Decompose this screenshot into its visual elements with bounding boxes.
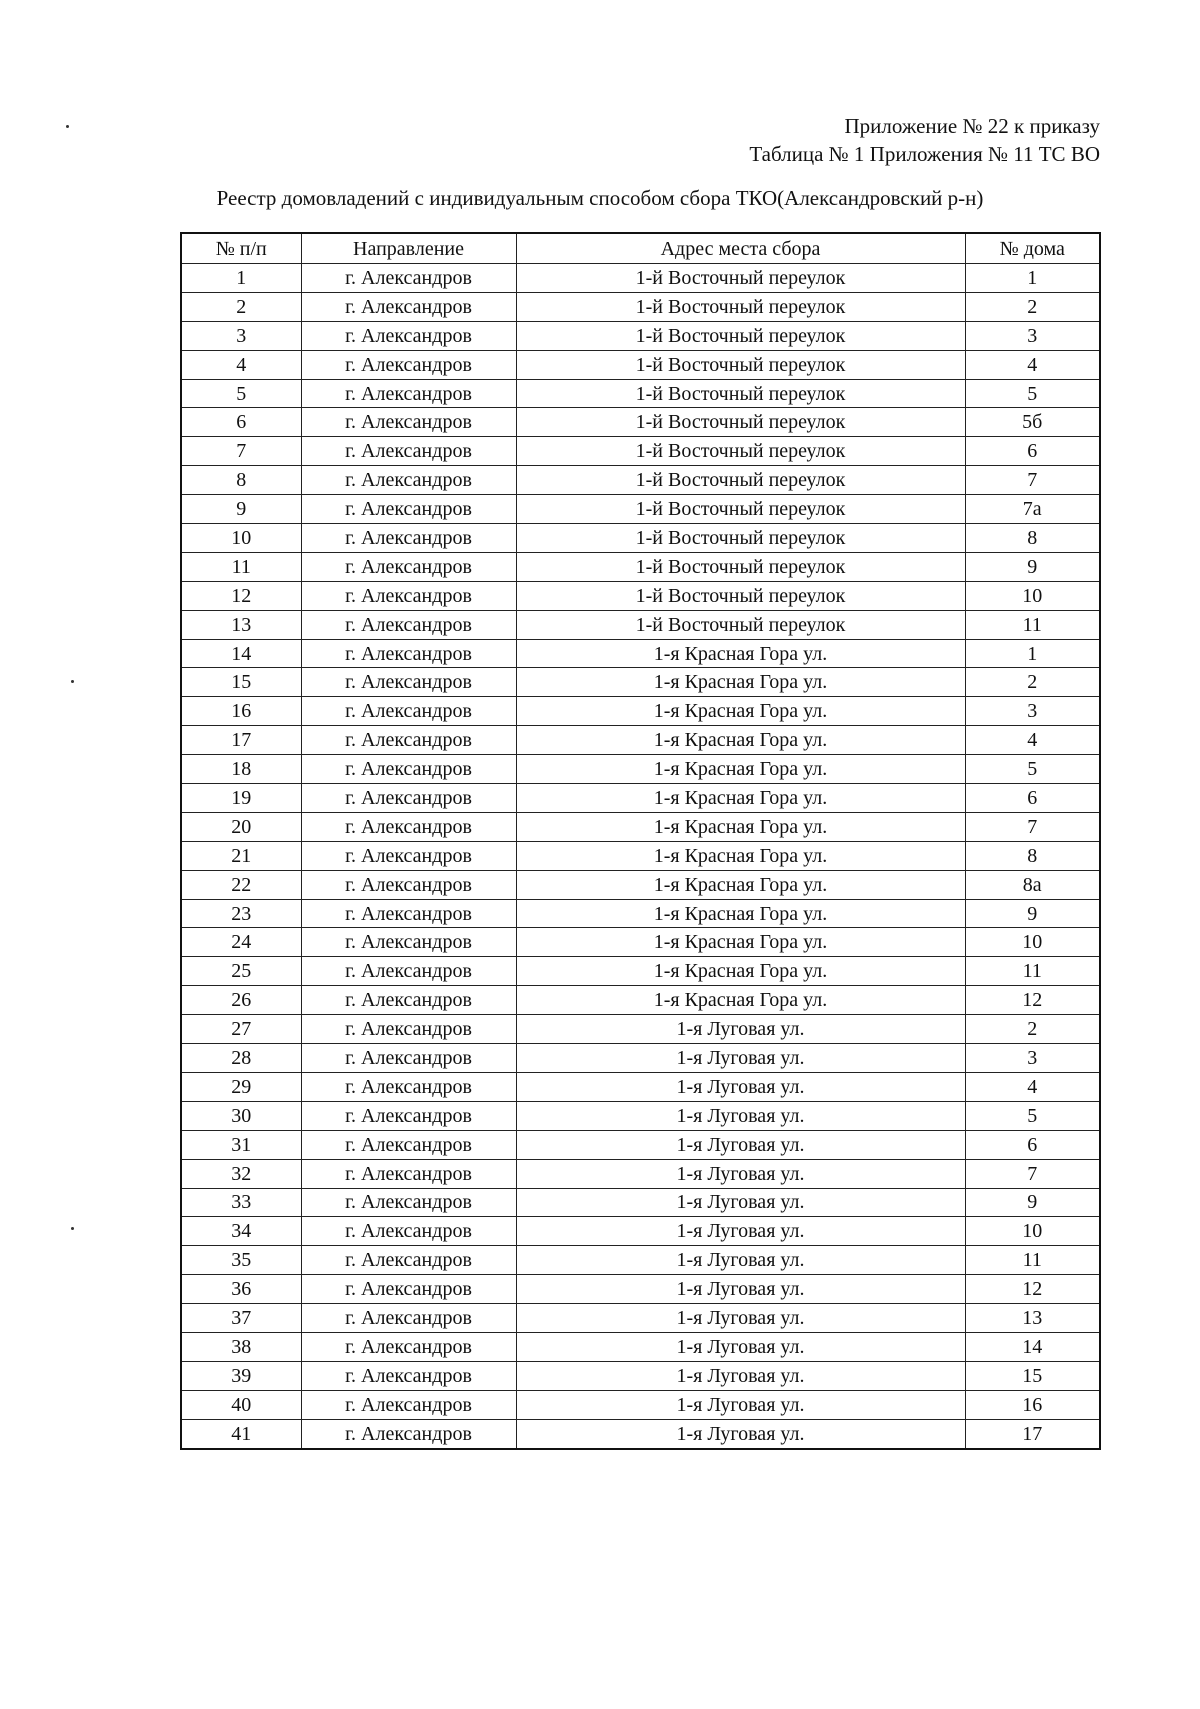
cell-direction: г. Александров [301,1130,516,1159]
cell-address: 1-я Красная Гора ул. [516,639,965,668]
column-header-number: № п/п [181,233,301,264]
cell-direction: г. Александров [301,1246,516,1275]
cell-house-number: 7 [965,1159,1100,1188]
cell-number: 28 [181,1044,301,1073]
cell-house-number: 2 [965,292,1100,321]
cell-house-number: 5 [965,755,1100,784]
table-row [181,1044,1100,1073]
cell-house-number: 11 [965,1246,1100,1275]
table-row [181,1217,1100,1246]
table-row [181,1304,1100,1333]
table-body [181,264,1100,1449]
cell-house-number: 12 [965,986,1100,1015]
table-row [181,524,1100,553]
cell-direction: г. Александров [301,639,516,668]
cell-address: 1-я Луговая ул. [516,1275,965,1304]
table-row [181,899,1100,928]
cell-address: 1-й Восточный переулок [516,292,965,321]
cell-number: 30 [181,1101,301,1130]
cell-number: 2 [181,292,301,321]
cell-house-number: 10 [965,928,1100,957]
cell-number: 18 [181,755,301,784]
cell-house-number: 3 [965,321,1100,350]
cell-number: 29 [181,1072,301,1101]
table-row [181,1188,1100,1217]
cell-house-number: 8а [965,870,1100,899]
table-row [181,408,1100,437]
table-header-row [181,233,1100,264]
cell-house-number: 9 [965,899,1100,928]
cell-address: 1-я Луговая ул. [516,1130,965,1159]
cell-number: 20 [181,812,301,841]
cell-house-number: 11 [965,610,1100,639]
cell-direction: г. Александров [301,870,516,899]
cell-address: 1-я Красная Гора ул. [516,668,965,697]
cell-address: 1-я Красная Гора ул. [516,899,965,928]
column-header-address: Адрес места сбора [516,233,965,264]
table-reference-line: Таблица № 1 Приложения № 11 ТС ВО [749,142,1100,166]
table-row [181,495,1100,524]
cell-number: 36 [181,1275,301,1304]
cell-direction: г. Александров [301,1044,516,1073]
cell-number: 38 [181,1332,301,1361]
cell-direction: г. Александров [301,899,516,928]
cell-direction: г. Александров [301,1101,516,1130]
cell-number: 17 [181,726,301,755]
cell-direction: г. Александров [301,928,516,957]
registry-table [180,232,1101,1450]
appendix-header [749,112,1100,168]
table-row [181,639,1100,668]
cell-address: 1-я Луговая ул. [516,1419,965,1448]
cell-direction: г. Александров [301,379,516,408]
table-row [181,957,1100,986]
cell-house-number: 3 [965,697,1100,726]
cell-house-number: 2 [965,1015,1100,1044]
table-row [181,466,1100,495]
cell-address: 1-я Красная Гора ул. [516,784,965,813]
cell-house-number: 6 [965,437,1100,466]
cell-number: 9 [181,495,301,524]
cell-house-number: 9 [965,1188,1100,1217]
scan-speck [66,125,69,128]
scan-speck [71,680,74,683]
cell-address: 1-й Восточный переулок [516,321,965,350]
cell-direction: г. Александров [301,350,516,379]
cell-direction: г. Александров [301,1159,516,1188]
table-row [181,264,1100,293]
cell-house-number: 4 [965,1072,1100,1101]
cell-direction: г. Александров [301,321,516,350]
cell-address: 1-я Красная Гора ул. [516,986,965,1015]
cell-address: 1-я Луговая ул. [516,1015,965,1044]
cell-direction: г. Александров [301,1275,516,1304]
cell-number: 40 [181,1390,301,1419]
cell-address: 1-я Красная Гора ул. [516,812,965,841]
cell-house-number: 6 [965,784,1100,813]
table-row [181,350,1100,379]
cell-house-number: 8 [965,524,1100,553]
cell-direction: г. Александров [301,784,516,813]
cell-address: 1-й Восточный переулок [516,552,965,581]
cell-direction: г. Александров [301,524,516,553]
cell-number: 27 [181,1015,301,1044]
cell-address: 1-я Луговая ул. [516,1332,965,1361]
document-title: Реестр домовладений с индивидуальным способом сбора ТКО(Александровский р-н) [216,186,984,210]
table-row [181,581,1100,610]
cell-address: 1-й Восточный переулок [516,350,965,379]
cell-house-number: 10 [965,1217,1100,1246]
cell-direction: г. Александров [301,292,516,321]
cell-house-number: 3 [965,1044,1100,1073]
cell-number: 21 [181,841,301,870]
cell-house-number: 4 [965,350,1100,379]
cell-house-number: 14 [965,1332,1100,1361]
cell-number: 39 [181,1361,301,1390]
table-row [181,1419,1100,1448]
cell-house-number: 13 [965,1304,1100,1333]
table-row [181,1159,1100,1188]
cell-number: 6 [181,408,301,437]
table-row [181,1130,1100,1159]
cell-direction: г. Александров [301,495,516,524]
cell-house-number: 1 [965,264,1100,293]
cell-address: 1-я Луговая ул. [516,1101,965,1130]
cell-address: 1-я Луговая ул. [516,1246,965,1275]
cell-address: 1-й Восточный переулок [516,495,965,524]
cell-address: 1-я Красная Гора ул. [516,957,965,986]
cell-number: 41 [181,1419,301,1448]
cell-house-number: 11 [965,957,1100,986]
scan-speck [71,1227,74,1230]
cell-address: 1-й Восточный переулок [516,610,965,639]
cell-address: 1-я Луговая ул. [516,1217,965,1246]
cell-direction: г. Александров [301,668,516,697]
table-row [181,812,1100,841]
table-row [181,1332,1100,1361]
table-row [181,755,1100,784]
cell-number: 37 [181,1304,301,1333]
table-row [181,379,1100,408]
cell-number: 1 [181,264,301,293]
cell-number: 10 [181,524,301,553]
cell-address: 1-я Луговая ул. [516,1361,965,1390]
cell-number: 7 [181,437,301,466]
cell-direction: г. Александров [301,437,516,466]
table-row [181,784,1100,813]
cell-address: 1-я Красная Гора ул. [516,697,965,726]
cell-direction: г. Александров [301,755,516,784]
cell-address: 1-я Луговая ул. [516,1188,965,1217]
cell-direction: г. Александров [301,957,516,986]
column-header-direction: Направление [301,233,516,264]
cell-address: 1-я Красная Гора ул. [516,870,965,899]
cell-address: 1-й Восточный переулок [516,581,965,610]
cell-number: 24 [181,928,301,957]
cell-house-number: 16 [965,1390,1100,1419]
cell-direction: г. Александров [301,581,516,610]
table-row [181,292,1100,321]
cell-direction: г. Александров [301,264,516,293]
cell-number: 3 [181,321,301,350]
cell-number: 26 [181,986,301,1015]
table-row [181,1275,1100,1304]
table-row [181,321,1100,350]
cell-direction: г. Александров [301,466,516,495]
cell-direction: г. Александров [301,552,516,581]
cell-number: 16 [181,697,301,726]
cell-direction: г. Александров [301,1217,516,1246]
table-row [181,1015,1100,1044]
cell-direction: г. Александров [301,1188,516,1217]
cell-number: 13 [181,610,301,639]
cell-number: 11 [181,552,301,581]
cell-house-number: 7а [965,495,1100,524]
cell-house-number: 17 [965,1419,1100,1448]
table-row [181,437,1100,466]
cell-direction: г. Александров [301,1419,516,1448]
cell-direction: г. Александров [301,1361,516,1390]
cell-direction: г. Александров [301,1332,516,1361]
cell-number: 15 [181,668,301,697]
cell-address: 1-й Восточный переулок [516,379,965,408]
cell-address: 1-я Красная Гора ул. [516,928,965,957]
cell-address: 1-й Восточный переулок [516,466,965,495]
cell-direction: г. Александров [301,1390,516,1419]
cell-house-number: 10 [965,581,1100,610]
cell-number: 23 [181,899,301,928]
cell-number: 34 [181,1217,301,1246]
cell-direction: г. Александров [301,408,516,437]
cell-house-number: 7 [965,812,1100,841]
cell-house-number: 4 [965,726,1100,755]
cell-address: 1-й Восточный переулок [516,264,965,293]
cell-address: 1-я Луговая ул. [516,1072,965,1101]
cell-house-number: 6 [965,1130,1100,1159]
cell-house-number: 5 [965,379,1100,408]
cell-number: 4 [181,350,301,379]
cell-address: 1-я Красная Гора ул. [516,755,965,784]
cell-address: 1-я Луговая ул. [516,1390,965,1419]
table-row [181,1390,1100,1419]
cell-address: 1-я Луговая ул. [516,1159,965,1188]
table-row [181,1246,1100,1275]
cell-direction: г. Александров [301,610,516,639]
cell-house-number: 9 [965,552,1100,581]
table-row [181,1361,1100,1390]
cell-address: 1-й Восточный переулок [516,408,965,437]
cell-direction: г. Александров [301,812,516,841]
table-row [181,1101,1100,1130]
table-row [181,552,1100,581]
cell-house-number: 7 [965,466,1100,495]
table-row [181,726,1100,755]
cell-number: 5 [181,379,301,408]
cell-number: 22 [181,870,301,899]
cell-direction: г. Александров [301,697,516,726]
cell-direction: г. Александров [301,841,516,870]
cell-address: 1-я Луговая ул. [516,1304,965,1333]
cell-house-number: 5б [965,408,1100,437]
cell-address: 1-й Восточный переулок [516,524,965,553]
cell-address: 1-я Луговая ул. [516,1044,965,1073]
appendix-line: Приложение № 22 к приказу [844,114,1100,138]
cell-number: 32 [181,1159,301,1188]
cell-number: 35 [181,1246,301,1275]
table-row [181,1072,1100,1101]
cell-direction: г. Александров [301,726,516,755]
cell-direction: г. Александров [301,1304,516,1333]
cell-number: 14 [181,639,301,668]
cell-number: 31 [181,1130,301,1159]
cell-address: 1-й Восточный переулок [516,437,965,466]
cell-house-number: 15 [965,1361,1100,1390]
table-row [181,870,1100,899]
cell-house-number: 2 [965,668,1100,697]
cell-number: 8 [181,466,301,495]
column-header-house: № дома [965,233,1100,264]
cell-direction: г. Александров [301,986,516,1015]
cell-house-number: 12 [965,1275,1100,1304]
cell-house-number: 5 [965,1101,1100,1130]
table-row [181,841,1100,870]
cell-number: 12 [181,581,301,610]
cell-address: 1-я Красная Гора ул. [516,726,965,755]
table-row [181,697,1100,726]
table-row [181,928,1100,957]
cell-house-number: 8 [965,841,1100,870]
cell-number: 19 [181,784,301,813]
cell-number: 33 [181,1188,301,1217]
table-row [181,668,1100,697]
cell-house-number: 1 [965,639,1100,668]
cell-direction: г. Александров [301,1015,516,1044]
cell-direction: г. Александров [301,1072,516,1101]
cell-address: 1-я Красная Гора ул. [516,841,965,870]
cell-number: 25 [181,957,301,986]
table-row [181,986,1100,1015]
table-row [181,610,1100,639]
